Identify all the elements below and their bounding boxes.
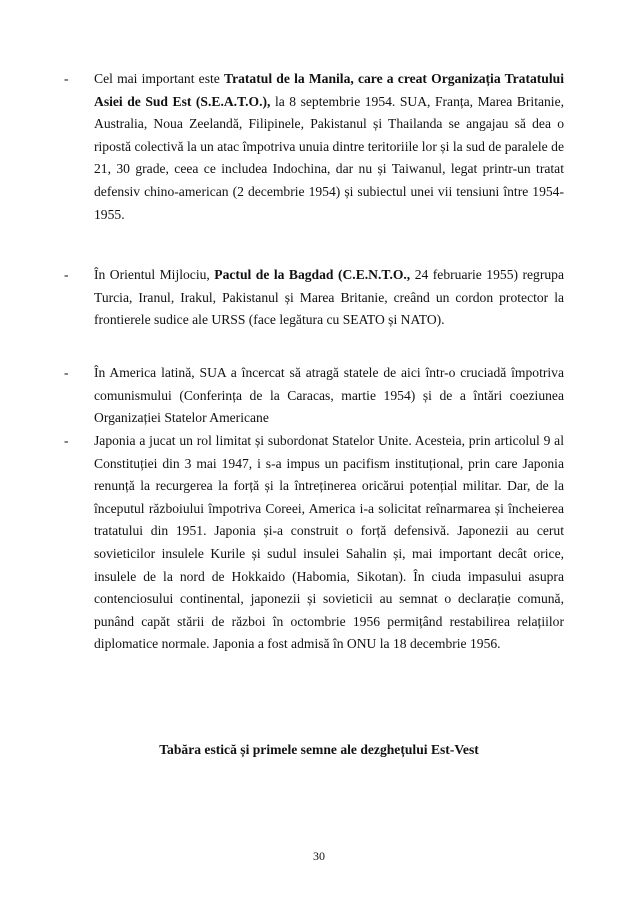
paragraph-text [94, 430, 564, 656]
paragraph-seato [64, 68, 564, 226]
bold-run: Tratatul de la Manila, care a creat Organizația Tratatului Asiei de Sud Est (S.E.A.T.O.), [94, 71, 564, 109]
list-dash: - [64, 365, 69, 380]
text-run: În Orientul Mijlociu, [94, 267, 215, 282]
paragraph-america-latina [64, 362, 564, 430]
list-dash: - [64, 267, 69, 282]
section-heading: Tabăra estică și primele semne ale dezghețului Est-Vest [159, 742, 479, 757]
list-dash: - [64, 433, 69, 448]
paragraph-text [94, 362, 564, 430]
text-run: Cel mai important este [94, 71, 225, 86]
text-run: Japonia a jucat un rol limitat și subordonat Statelor Unite. Acesteia, prin articolul 9 al Constituției din 3 mai 1947, i s-a impus un pacifism instituțional, prin care Japonia renunță la recurgerea la forță și la întreținerea oricărui potențial militar. Dar, de la începutul războiului împotriva Coreei, America i-a solicitat reînarmarea și încheierea tratatului din 1951. Japonia și-a construit o forță defensivă. Japonezii au cerut sovieticilor insulele Kurile și sudul insulei Sahalin și, mai important decât orice, insulele de la nord de Hokkaido (Habomia, Sikotan). În ciuda impasului asupra contenciosului continental, japonezii și sovieticii au semnat o declarație comună, punând capăt stării de război în octombrie 1956 permițând restabilirea relațiilor diplomatice normale. Japonia a fost admisă în ONU la 18 decembrie 1956. [94, 433, 564, 652]
paragraph-cento [64, 264, 564, 332]
text-run: 24 februarie 1955) regrupa Turcia, Iranul, Irakul, Pakistanul și Marea Britanie, creând un cordon protector la frontierele sudice ale URSS (face legătura cu SEATO și NATO). [94, 267, 565, 328]
bold-run: Pactul de la Bagdad (C.E.N.T.O., [214, 267, 411, 282]
paragraph-text [94, 264, 564, 332]
paragraph-text [94, 68, 564, 226]
text-run: În America latină, SUA a încercat să atragă statele de aici într-o cruciadă împotriva comunismului (Conferința de la Caracas, martie 1954) și de a întări coeziunea Organizației Statelor Americane [94, 365, 564, 426]
page-number: 30 [313, 849, 325, 863]
paragraph-japonia [64, 430, 564, 656]
list-dash: - [64, 71, 69, 86]
text-run: la 8 septembrie 1954. SUA, Franța, Marea Britanie, Australia, Noua Zeelandă, Filipinele, Pakistanul și Thailanda se angajau să dea o ripostă colectivă la un atac împotriva unuia dintre teritoriile lor și la sud de paralele de 21, 30 grade, ceea ce includea Indochina, dar nu și Taiwanul, legat printr-un tratat defensiv chino-american (2 decembrie 1954) și subiectul unei vii tensiuni între 1954-1955. [94, 93, 565, 222]
